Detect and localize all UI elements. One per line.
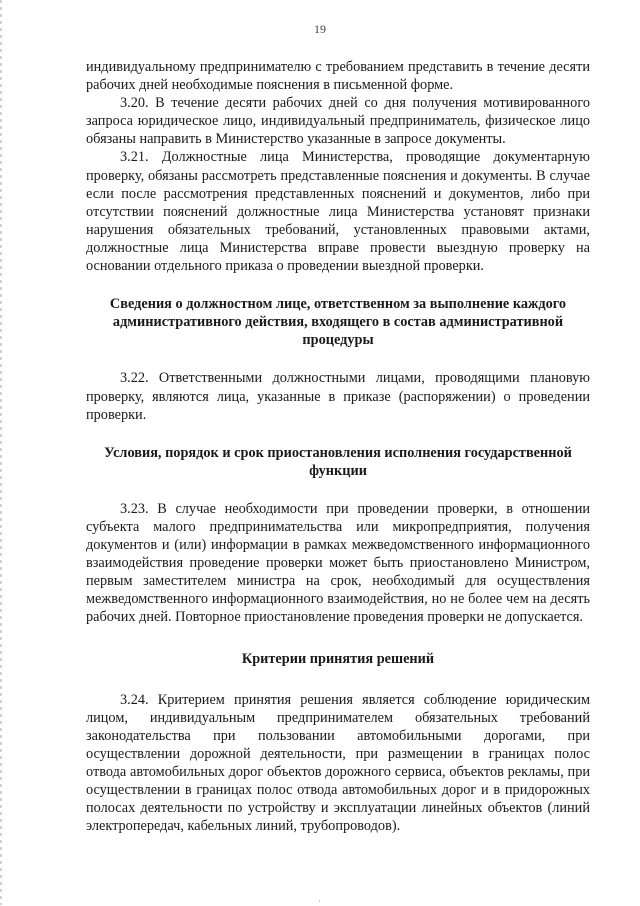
- section-heading-decision-criteria: Критерии принятия решений: [241, 650, 435, 667]
- paragraph-3-20: 3.20. В течение десяти рабочих дней со дня получения мотивированного запроса юридическое лицо, индивидуальный предприниматель, физическое лицо обязаны направить в Министерство указанные в запросе документы.: [86, 95, 590, 148]
- scan-edge-artifact: [0, 0, 2, 905]
- section-heading-responsible-official: Сведения о должностном лице, ответственном за выполнение каждого административного действия, входящего в состав административной процедуры: [109, 296, 567, 349]
- paragraph-3-22: 3.22. Ответственными должностными лицами, проводящими плановую проверку, являются лица, указанные в приказе (распоряжении) о проведении проверки.: [86, 370, 590, 423]
- document-body: [86, 58, 590, 835]
- section-heading-suspension-conditions: Условия, порядок и срок приостановления исполнения государственной функции: [104, 444, 572, 479]
- paragraph-3-24: 3.24. Критерием принятия решения является соблюдение юридическим лицом, индивидуальным предпринимателем обязательных требований законодательства при пользовании автомобильными дорогами, при осуществлении дорожной деятельности, при размещении в границах полос отвода автомобильных дорог объектов дорожного сервиса, объектов рекламы, при осуществлении в границах полос отвода автомобильных дорог и в придорожных полосах деятельности по устройству и эксплуатации линейных объектов (линий электропередач, кабельных линий, трубопроводов).: [86, 691, 590, 835]
- paragraph-3-21: 3.21. Должностные лица Министерства, проводящие документарную проверку, обязаны рассмотреть представленные пояснения и документы. В случае если после рассмотрения представленных пояснений и документов, либо при отсутствии пояснений должностные лица Министерства установят признаки нарушения обязательных требований, установленных правовыми актами, должностные лица Министерства вправе провести выездную проверку на основании отдельного приказа о проведении выездной проверки.: [86, 149, 590, 275]
- scan-mark: ·: [318, 896, 321, 906]
- paragraph-3-23: 3.23. В случае необходимости при проведении проверки, в отношении субъекта малого предпринимательства или микропредприятия, получения документов и (или) информации в рамках межведомственного информационного взаимодействия проведение проверки может быть приостановлено Министром, первым заместителем министра на срок, необходимый для осуществления межведомственного информационного взаимодействия, но не более чем на десять рабочих дней. Повторное приостановление проведения проверки не допускается.: [86, 500, 590, 626]
- paragraph-continuation: индивидуальному предпринимателю с требованием представить в течение десяти рабочих дней необходимые пояснения в письменной форме.: [86, 59, 590, 94]
- page-number: 19: [314, 22, 326, 36]
